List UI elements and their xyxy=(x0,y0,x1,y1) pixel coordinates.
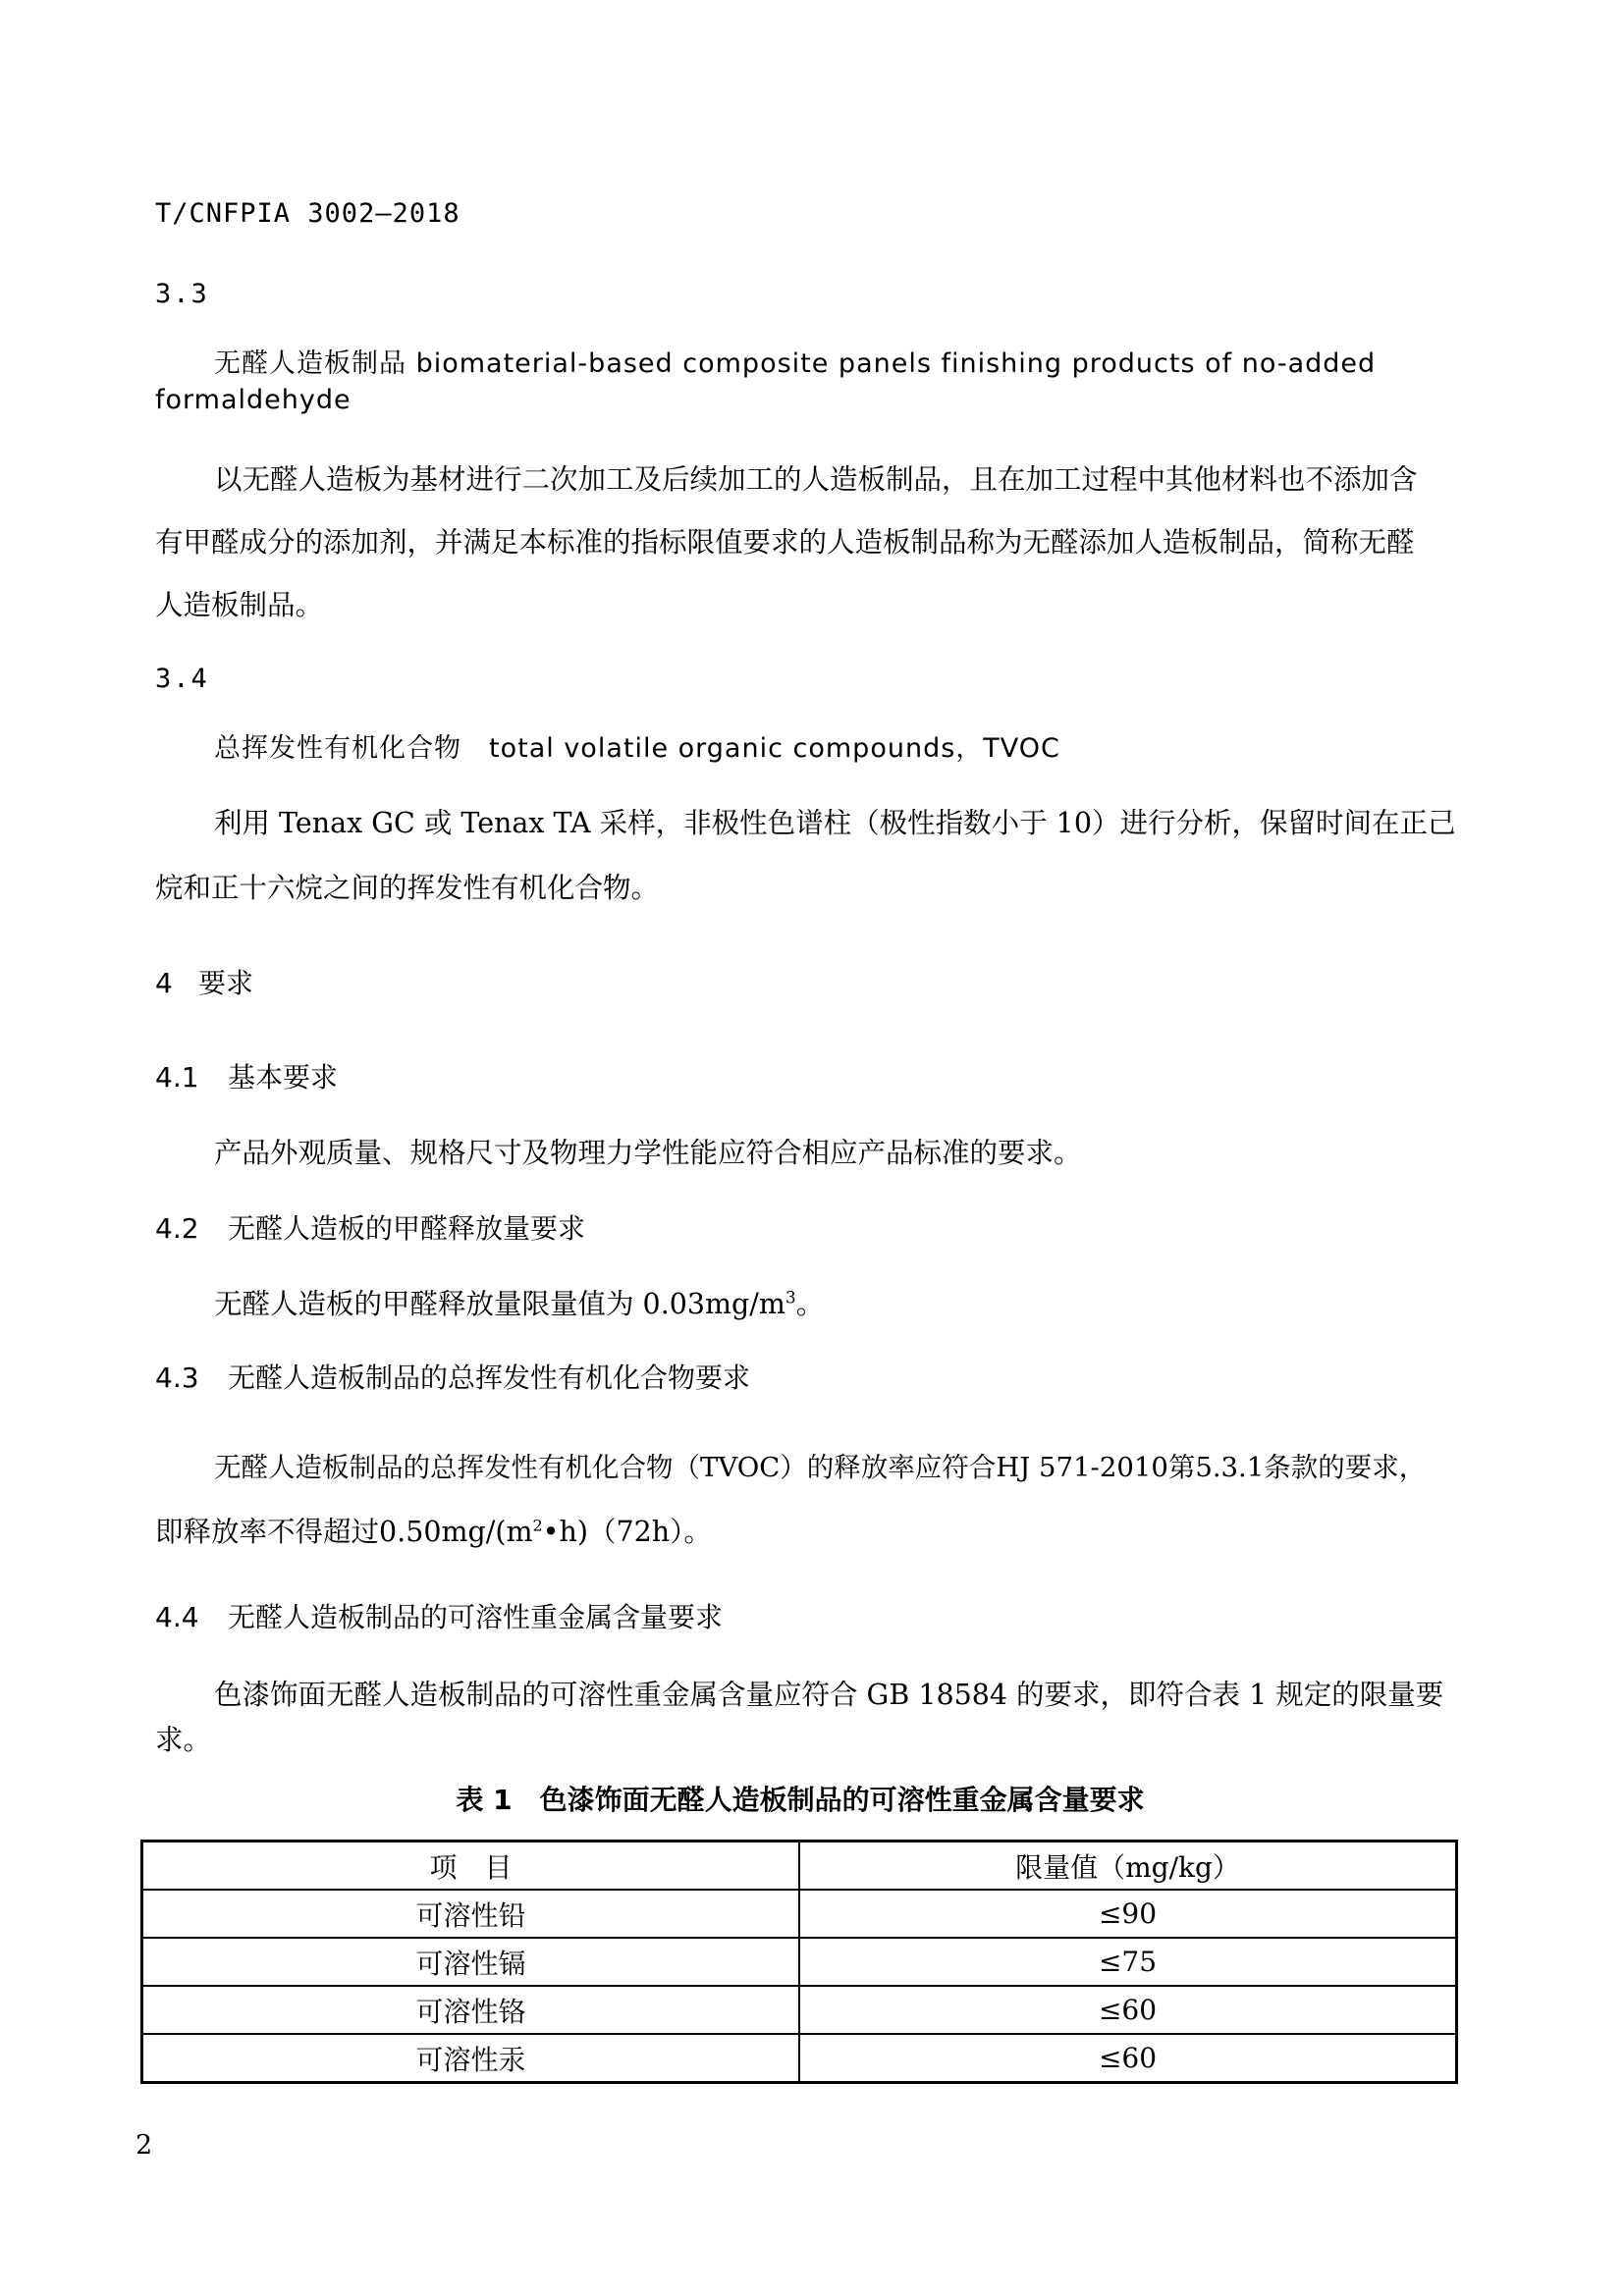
section-4-2-text xyxy=(214,1282,824,1322)
table-cell-limit: ≤60 xyxy=(799,2034,1457,2083)
table-row xyxy=(142,1890,1457,1938)
table-cell-limit: ≤90 xyxy=(799,1890,1457,1938)
table-caption: 表 1 色漆饰面无醛人造板制品的可溶性重金属含量要求 xyxy=(456,1784,1145,1816)
section-4-1-title: 基本要求 xyxy=(228,1061,339,1094)
section-4-1-number: 4.1 xyxy=(155,1061,199,1094)
table-row xyxy=(142,2034,1457,2083)
section-4-4-number: 4.4 xyxy=(155,1601,199,1633)
section-3-4-number: 3.4 xyxy=(155,664,209,694)
table-cell-item: 可溶性镉 xyxy=(142,1938,800,1986)
section-4-3-superscript: 2 xyxy=(532,1516,543,1535)
table-row xyxy=(142,1986,1457,2034)
table-cell-item: 可溶性铬 xyxy=(142,1986,800,2034)
section-4-heading xyxy=(155,962,253,1001)
table-row xyxy=(142,1938,1457,1986)
section-3-3-definition-line3: 人造板制品。 xyxy=(155,589,324,621)
page-number: 2 xyxy=(135,2130,153,2161)
section-3-3-term-line2: formaldehyde xyxy=(155,385,352,415)
section-4-3-text-line1: 无醛人造板制品的总挥发性有机化合物（TVOC）的释放率应符合HJ 571-2010第5.3.1条款的要求， xyxy=(214,1452,1427,1483)
section-3-4-definition-line1: 利用 Tenax GC 或 Tenax TA 采样，非极性色谱柱（极性指数小于 10）进行分析，保留时间在正己 xyxy=(214,807,1456,839)
section-4-2-text-end: 。 xyxy=(795,1288,825,1320)
section-4-3-title: 无醛人造板制品的总挥发性有机化合物要求 xyxy=(228,1362,751,1394)
section-4-4-title: 无醛人造板制品的可溶性重金属含量要求 xyxy=(228,1601,724,1633)
table-header-item: 项 目 xyxy=(142,1842,800,1891)
table-header-row xyxy=(142,1842,1457,1891)
section-4-4-text-line1: 色漆饰面无醛人造板制品的可溶性重金属含量应符合 GB 18584 的要求，即符合表 1 规定的限量要 xyxy=(214,1679,1444,1711)
section-4-4-text-line2: 求。 xyxy=(155,1724,212,1756)
section-3-3-definition-line2: 有甲醛成分的添加剂，并满足本标准的指标限值要求的人造板制品称为无醛添加人造板制品，简称无醛 xyxy=(155,526,1415,559)
section-4-3-text-pre: 即释放率不得超过0.50mg/(m xyxy=(155,1516,533,1548)
section-4-number: 4 xyxy=(155,967,173,999)
section-4-1-text: 产品外观质量、规格尺寸及物理力学性能应符合相应产品标准的要求。 xyxy=(214,1137,1082,1169)
section-4-2-superscript: 3 xyxy=(785,1288,796,1308)
section-4-3-number: 4.3 xyxy=(155,1362,199,1394)
section-4-2-text-main: 无醛人造板的甲醛释放量限量值为 0.03mg/m xyxy=(214,1288,785,1320)
section-4-3-text-line2 xyxy=(155,1510,712,1550)
section-3-4-definition-line2: 烷和正十六烷之间的挥发性有机化合物。 xyxy=(155,872,660,904)
section-4-4-heading xyxy=(155,1596,723,1635)
standard-id-header: T/CNFPIA 3002—2018 xyxy=(155,198,460,229)
table-cell-limit: ≤75 xyxy=(799,1938,1457,1986)
section-4-2-number: 4.2 xyxy=(155,1212,199,1245)
section-4-2-title: 无醛人造板的甲醛释放量要求 xyxy=(228,1212,586,1245)
table-cell-limit: ≤60 xyxy=(799,1986,1457,2034)
table-header-limit: 限量值（mg/kg） xyxy=(799,1842,1457,1891)
section-3-3-definition-line1: 以无醛人造板为基材进行二次加工及后续加工的人造板制品，且在加工过程中其他材料也不添加含 xyxy=(214,463,1418,496)
section-4-3-text-post: •h)（72h）。 xyxy=(542,1516,712,1548)
section-4-2-heading xyxy=(155,1207,585,1247)
section-4-1-heading xyxy=(155,1056,338,1095)
section-4-title: 要求 xyxy=(198,967,254,999)
table-cell-item: 可溶性汞 xyxy=(142,2034,800,2083)
heavy-metal-limits-table xyxy=(140,1840,1458,2084)
section-3-3-term-line1: 无醛人造板制品 biomaterial-based composite panels finishing products of no-added xyxy=(214,348,1377,379)
section-3-4-term: 总挥发性有机化合物 total volatile organic compounds，TVOC xyxy=(214,733,1060,764)
section-4-3-heading xyxy=(155,1357,750,1396)
table-cell-item: 可溶性铅 xyxy=(142,1890,800,1938)
section-3-3-number: 3.3 xyxy=(155,279,209,309)
